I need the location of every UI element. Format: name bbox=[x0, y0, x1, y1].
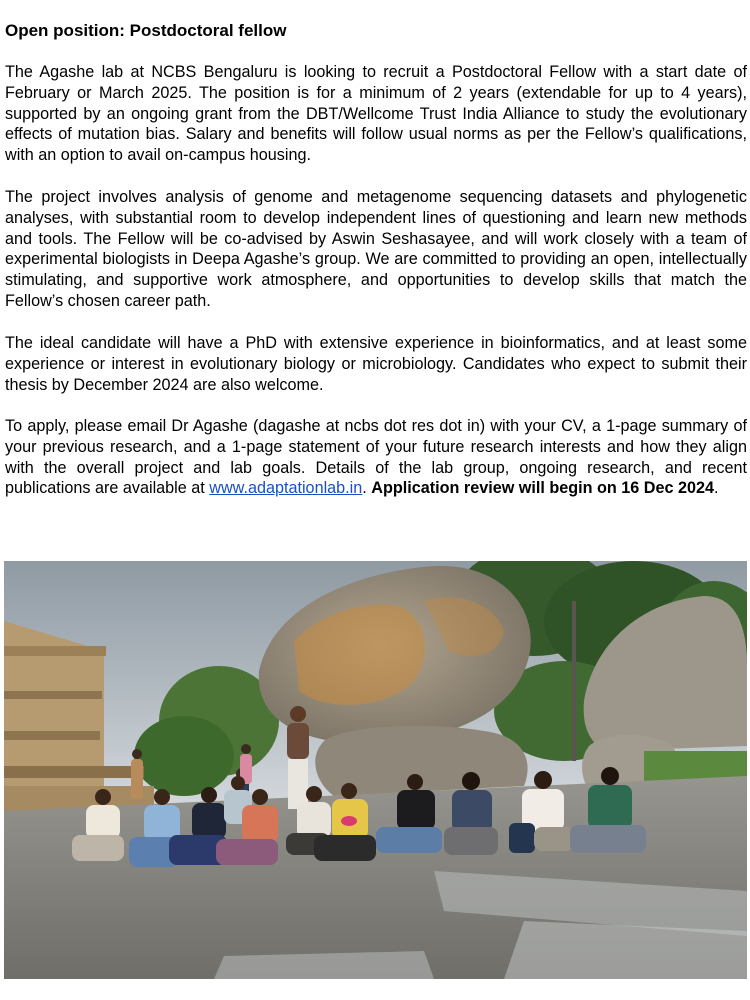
page-title: Open position: Postdoctoral fellow bbox=[5, 21, 287, 40]
project-paragraph: The project involves analysis of genome and metagenome sequencing datasets and phylogenetic analyses, with substantial room to develop independent lines of questioning and learn new methods and tools. The Fellow will be co-advised by Aswin Seshasayee, and will work closely with a team of experimental biologists in Deepa Agashe’s group. We are committed to providing an open, intellectually stimulating, and supportive work atmosphere, and opportunities to develop skills that match the Fellow’s chosen career path. bbox=[5, 188, 747, 310]
group-photo bbox=[4, 561, 747, 979]
apply-end: . bbox=[714, 479, 719, 498]
intro-paragraph: The Agashe lab at NCBS Bengaluru is looking to recruit a Postdoctoral Fellow with a start date of February or March 2025. The position is for a minimum of 2 years (extendable for up to 4 years), supported by an ongoing grant from the DBT/Wellcome Trust India Alliance to study the evolutionary effects of mutation bias. Salary and benefits will follow usual norms as per the Fellow’s qualifications, with an option to avail on-campus housing. bbox=[5, 63, 747, 165]
apply-paragraph bbox=[5, 416, 747, 499]
lab-website-link[interactable]: www.adaptationlab.in bbox=[209, 479, 363, 498]
apply-separator: . bbox=[362, 479, 372, 498]
glass-panel-2 bbox=[504, 921, 747, 979]
candidate-paragraph: The ideal candidate will have a PhD with extensive experience in bioinformatics, and at least some experience or interest in evolutionary biology or microbiology. Candidates who expect to submit their thesis by December 2024 are also welcome. bbox=[5, 334, 747, 394]
apply-text: To apply, please email Dr Agashe (dagashe at ncbs dot res dot in) with your CV, a 1-page summary of your previous research, and a 1-page statement of your future research interests and how they align with the overall project and lab goals. Details of the lab group, ongoing research, and recent publications are available at bbox=[5, 417, 747, 498]
deadline-text: Application review will begin on 16 Dec 2024 bbox=[371, 479, 715, 498]
group-photo-illustration bbox=[4, 561, 747, 979]
utility-pole bbox=[572, 601, 576, 761]
